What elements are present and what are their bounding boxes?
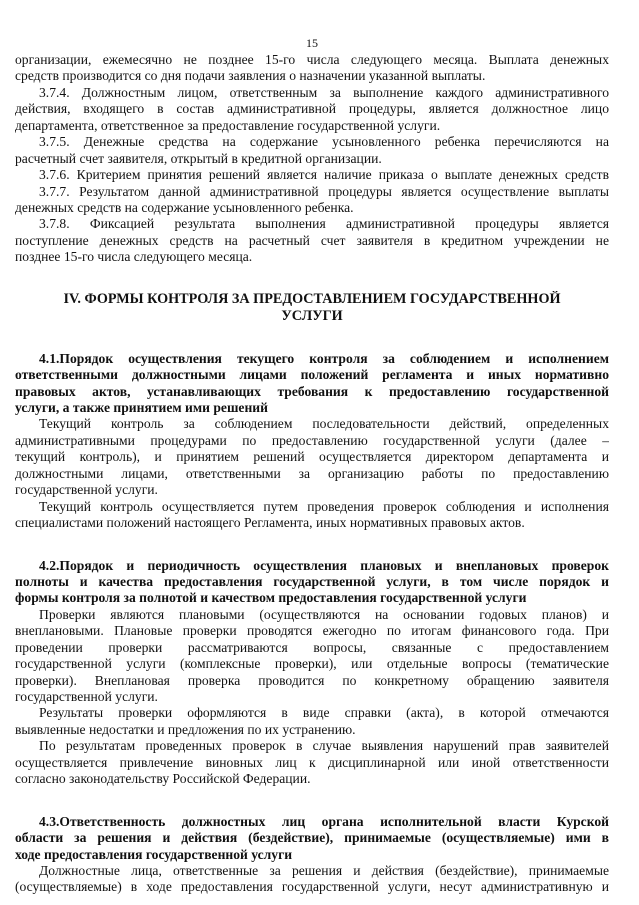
text-line: выявленные недостатки и предложения по их устранению.	[15, 721, 356, 737]
section-title-line: 4.1.Порядок осуществления текущего контроля за соблюдением и исполнением	[39, 350, 609, 366]
text-line: государственной услуги (комплексные проверки), или отдельные вопросы (тематические	[15, 656, 609, 672]
text-line: 3.7.8. Фиксацией результата выполнения административной процедуры является	[39, 216, 609, 232]
text-line: расчетный счет заявителя, открытый в кредитной организации.	[15, 150, 382, 166]
text-line: внеплановыми. Плановые проверки проводятся ежегодно по итогам финансового года. При	[15, 623, 609, 639]
text-line: 3.7.4. Должностным лицом, ответственным за выполнение каждого административного	[39, 84, 609, 100]
text-line: проверки). Внеплановая проверка проводится по конкретному обращению заявителя	[15, 672, 609, 688]
text-line: Результаты проверки оформляются в виде справки (акта), в которой отмечаются	[39, 705, 609, 721]
text-line: Текущий контроль осуществляется путем проведения проверок соблюдения и исполнения	[39, 498, 609, 514]
text-line: осуществляется привлечение виновных лиц к дисциплинарной или иной ответственности	[15, 754, 609, 770]
heading-line: IV. ФОРМЫ КОНТРОЛЯ ЗА ПРЕДОСТАВЛЕНИЕМ ГОСУДАРСТВЕННОЙ	[63, 290, 561, 307]
text-line: средств производится со дня подачи заявления о назначении указанной выплаты.	[15, 68, 486, 84]
page-number: 15	[306, 36, 318, 50]
section-title-line: правовых актов, устанавливающих требования к предоставлению государственной	[15, 383, 609, 399]
section-4-1	[15, 351, 609, 532]
text-line: организации, ежемесячно не позднее 15-го числа следующего месяца. Выплата денежных	[15, 52, 609, 67]
text-line: По результатам проведенных проверок в случае выявления нарушений прав заявителей	[39, 738, 609, 754]
text-line: специалистами положений настоящего Регламента, иных нормативных правовых актов.	[15, 515, 525, 531]
text-line: поступление денежных средств на расчетный счет заявителя в кредитном учреждении не	[15, 232, 609, 248]
section-title-line: услуги, а также принятием ими решений	[15, 400, 268, 415]
text-line: действия, входящего в состав административной процедуры, является должностное лицо	[15, 101, 609, 117]
text-line: 3.7.5. Денежные средства на содержание усыновленного ребенка перечисляются на	[39, 134, 609, 150]
text-line: Должностные лица, ответственные за решения и действия (бездействие), принимаемые	[39, 862, 609, 878]
text-line: департамента, ответственное за предоставление государственной услуги.	[15, 117, 441, 133]
heading-line: УСЛУГИ	[281, 307, 343, 324]
section-title-line: области за решения и действия (бездействие), принимаемые (осуществляемые) ими в	[15, 830, 609, 846]
section-title-line: ходе предоставления государственной услуги	[15, 846, 293, 862]
document-page	[15, 0, 609, 896]
text-line: Текущий контроль за соблюдением последовательности действий, определенных	[39, 416, 609, 432]
text-line: 3.7.7. Результатом данной административной процедуры является осуществление выплаты	[39, 183, 609, 199]
text-line: должностными лицами, ответственными за организацию работы по предоставлению	[15, 465, 609, 481]
section-title-line: 4.3.Ответственность должностных лиц органа исполнительной власти Курской	[39, 813, 609, 829]
section-4-2	[15, 558, 609, 788]
text-line: текущий контроль), и принятием решений осуществляется директором департамента и	[15, 449, 609, 465]
text-line: государственной услуги.	[15, 689, 158, 704]
section-4-3	[15, 814, 609, 896]
text-line: проведении проверки рассматриваются вопросы, связанные с предоставлением	[15, 639, 609, 655]
section-title-line: ответственными должностными лицами положений регламента и иных нормативно	[15, 367, 609, 383]
section-title-line: 4.2.Порядок и периодичность осуществления плановых и внеплановых проверок	[39, 557, 609, 573]
section-title-line: полноты и качества предоставления государственной услуги, в том числе порядок и	[15, 573, 609, 589]
text-line: государственной услуги.	[15, 482, 158, 498]
text-line: позднее 15-го числа следующего месяца.	[15, 249, 253, 265]
text-line: согласно законодательству Российской Федерации.	[15, 771, 311, 787]
text-line: денежных средств на содержание усыновленного ребенка.	[15, 199, 354, 215]
chapter-heading	[15, 291, 609, 325]
text-line: (осуществляемые) в ходе предоставления государственной услуги, несут административную и	[15, 879, 609, 895]
section-title-line: формы контроля за полнотой и качеством предоставления государственной услуги	[15, 590, 527, 606]
text-line: Проверки являются плановыми (осуществляются на основании годовых планов) и	[39, 606, 609, 622]
paragraph-block-3-7	[15, 52, 609, 266]
text-line: 3.7.6. Критерием принятия решений является наличие приказа о выплате денежных средств	[39, 167, 609, 183]
text-line: административными процедурами по предоставлению государственной услуги (далее –	[15, 432, 609, 448]
